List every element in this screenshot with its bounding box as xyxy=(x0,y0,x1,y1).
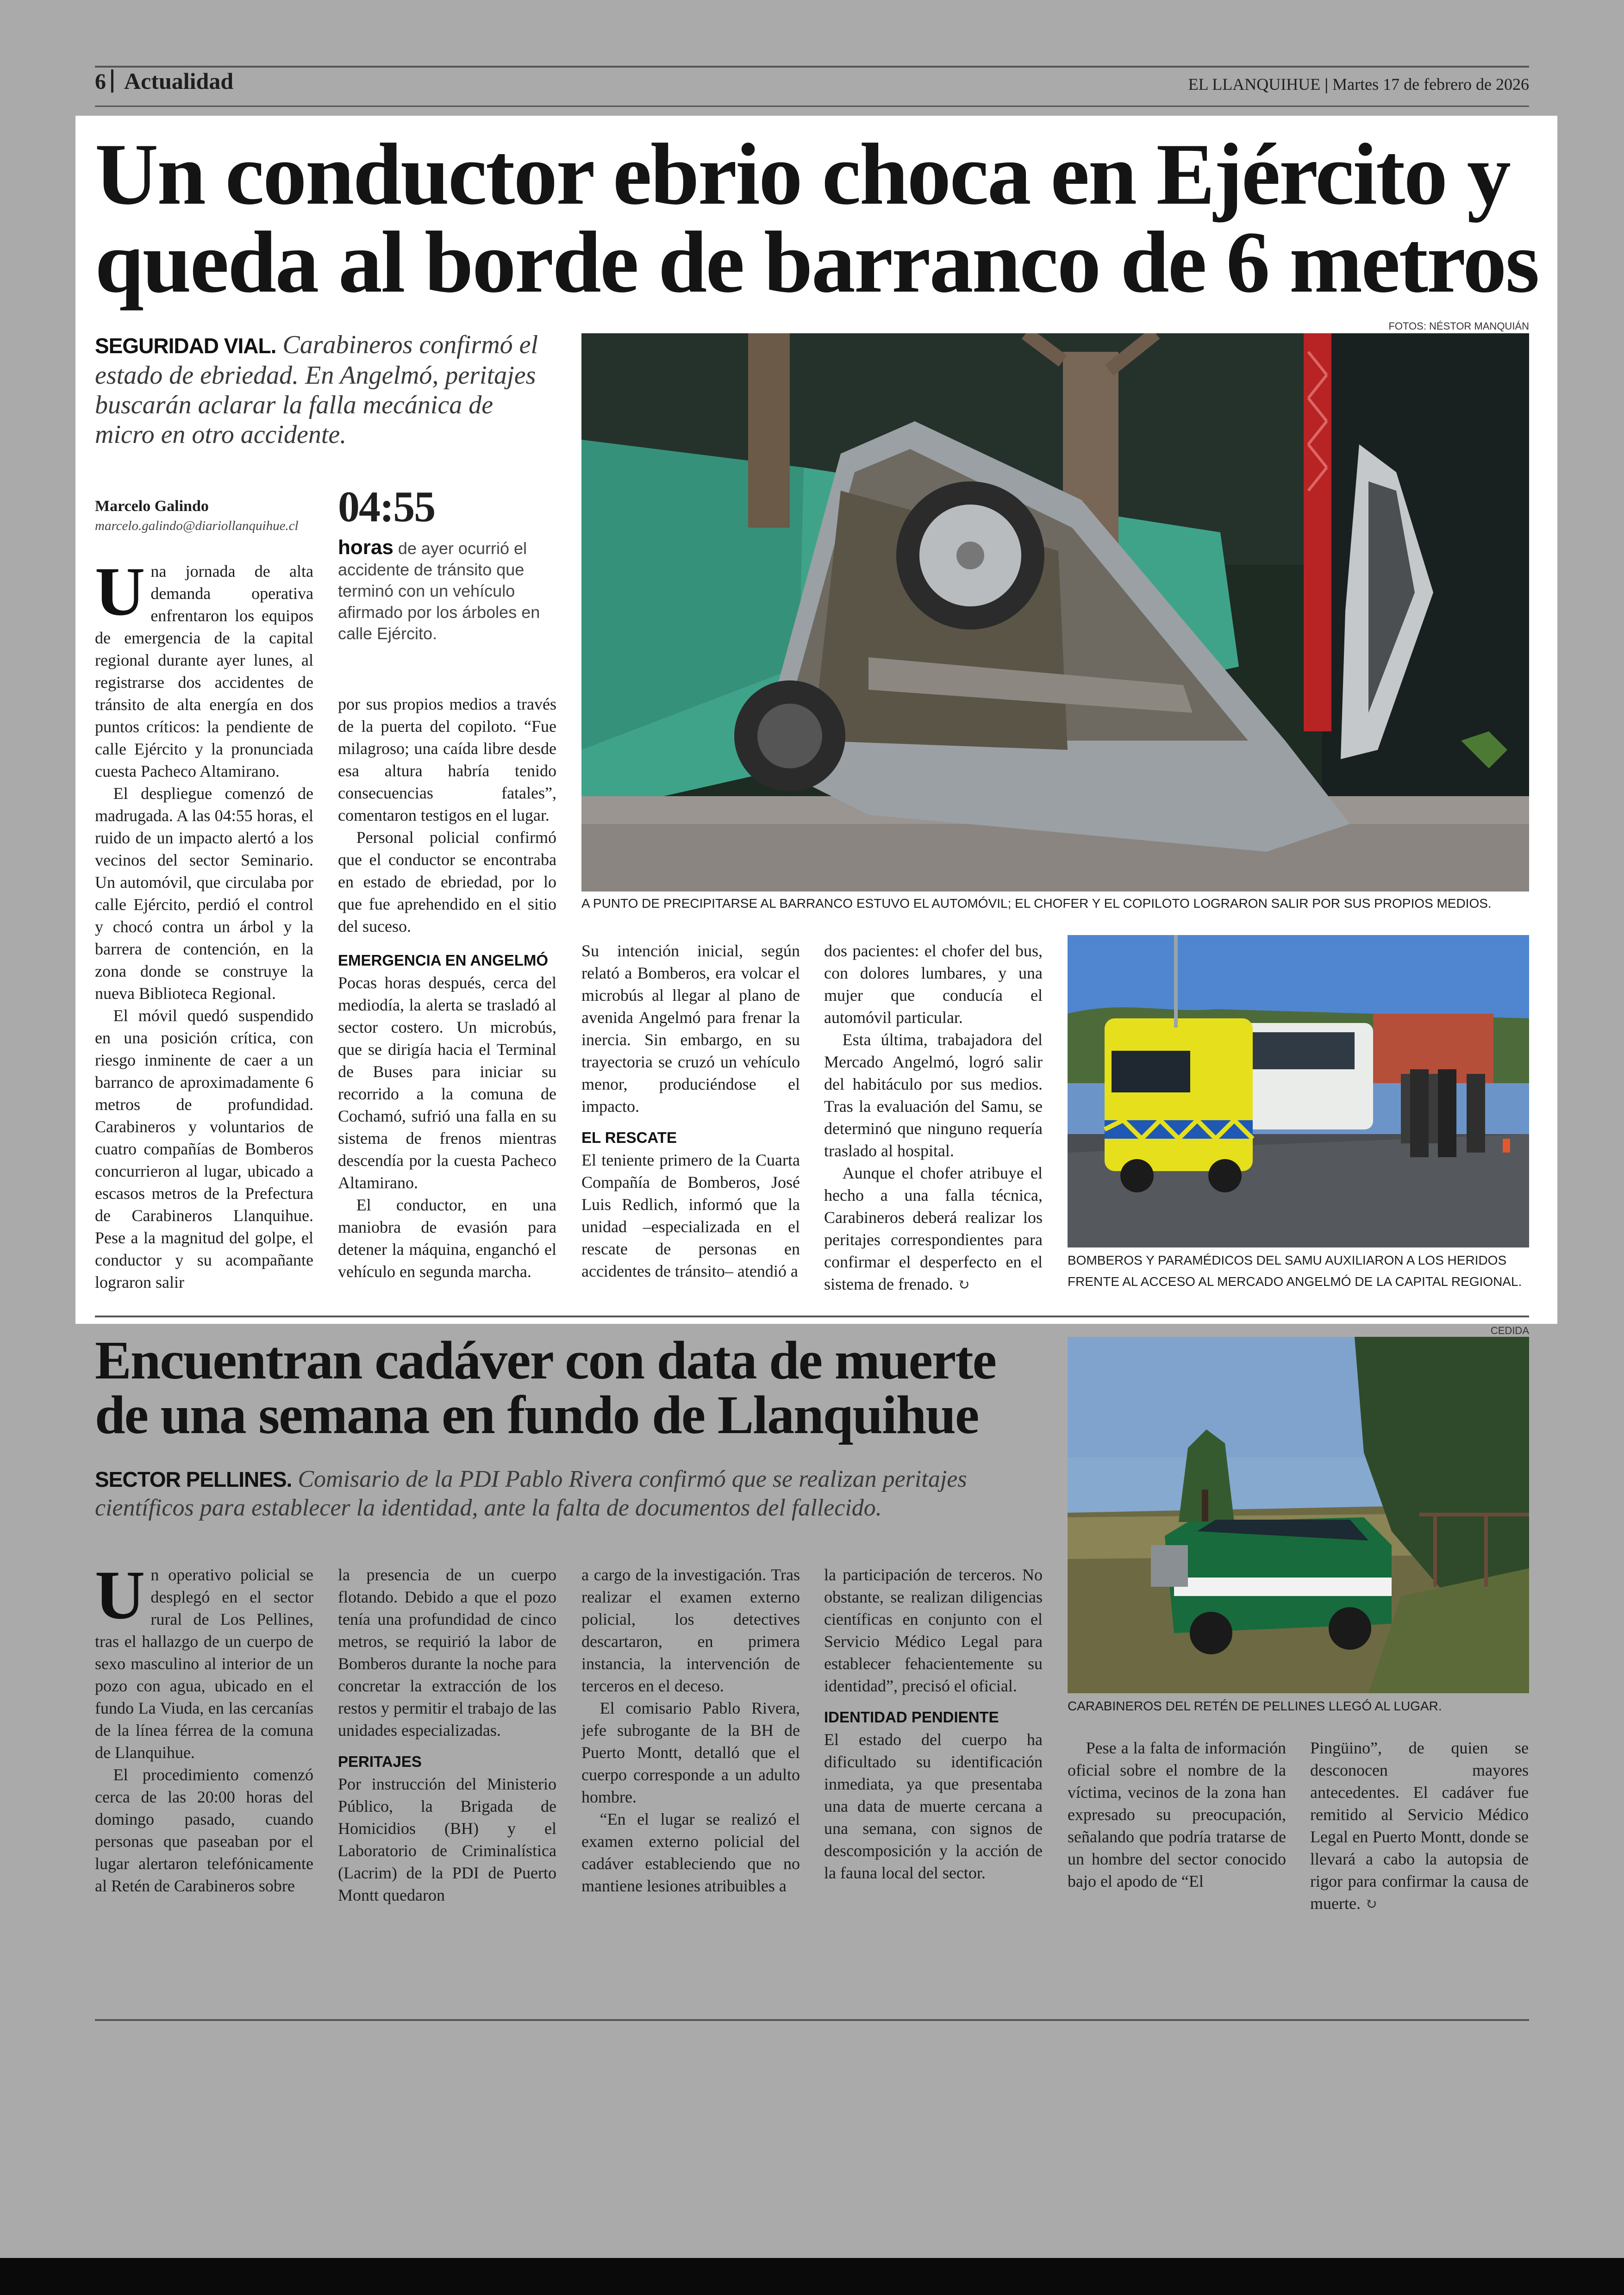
subheading-peritajes: PERITAJES xyxy=(338,1753,422,1770)
police-photo-caption: CARABINEROS DEL RETÉN DE PELLINES LLEGÓ AL LUGAR. xyxy=(1068,1699,1442,1713)
end-mark-icon: ↻ xyxy=(1364,1896,1377,1912)
body-paragraph: El conductor, en una maniobra de evasión para detener la máquina, enganchó el vehículo en segunda marcha. xyxy=(338,1196,556,1281)
police-car-photo xyxy=(1068,1337,1529,1693)
stat-word: horas xyxy=(338,536,394,559)
article-1-column-4 xyxy=(824,940,1043,1296)
article-1-headline xyxy=(95,126,1549,311)
article-separator xyxy=(95,1316,1529,1317)
body-paragraph: Pocas horas después, cerca del mediodía, la alerta se trasladó al sector costero. Un microbús, que se dirigía hacia el Terminal de Buses para iniciar su recorrido a la comuna de Cochamó, sufrió una falla en su sistema de frenos mientras descendía por la cuesta Pacheco Altamirano. xyxy=(338,973,556,1192)
headline-line-1: Encuentran cadáver con data de muerte xyxy=(95,1330,996,1391)
body-paragraph: por sus propios medios a través de la puerta del copiloto. “Fue milagroso; una caída libre desde esa altura habría tenido consecuencias fatales”, comentaron testigos en el lugar. xyxy=(338,695,556,824)
body-paragraph: Esta última, trabajadora del Mercado Angelmó, logró salir del habitáculo por sus medios. Tras la evaluación del Samu, se determinó que ninguno requería traslado al hospital. xyxy=(824,1030,1043,1160)
author-name: Marcelo Galindo xyxy=(95,498,209,515)
stat-number: 04:55 xyxy=(338,483,435,531)
viewer-bottom-bar xyxy=(0,2258,1624,2295)
page-bottom-rule xyxy=(95,2019,1529,2021)
body-paragraph: “En el lugar se realizó el examen externo policial del cadáver estableciendo que no mantiene lesiones atribuibles a xyxy=(581,1810,800,1895)
body-paragraph xyxy=(1310,1737,1529,1915)
body-paragraph: El comisario Pablo Rivera, jefe subrogante de la BH de Puerto Montt, detalló que el cuerpo corresponde a un adulto hombre. xyxy=(581,1699,800,1806)
article-1-lead xyxy=(95,330,551,449)
ambulance-photo-art xyxy=(1068,935,1529,1247)
kicker: SECTOR PELLINES. xyxy=(95,1467,292,1491)
body-paragraph: Por instrucción del Ministerio Público, la Brigada de Homicidios (BH) y el Laboratorio de Criminalística (Lacrim) de la PDI de Puerto Montt quedaron xyxy=(338,1775,556,1904)
stat-description xyxy=(338,537,542,644)
section-name: Actualidad xyxy=(124,68,234,94)
body-paragraph: El móvil quedó suspendido en una posición crítica, con riesgo inminente de caer a un barranco de aproximadamente 6 metros de profundidad. Carabineros y voluntarios de cuatro compañías de Bomberos concurrieron al lugar, ubicado a escasos metros de la Prefectura de Carabineros Llanquihue. Pese a la magnitud del golpe, el conductor y su acompañante lograron salir xyxy=(95,1006,313,1291)
author-email: marcelo.galindo@diariollanquihue.cl xyxy=(95,518,299,533)
article-2-lead xyxy=(95,1465,1049,1522)
subheading-rescate: EL RESCATE xyxy=(581,1129,677,1146)
body-paragraph: dos pacientes: el chofer del bus, con dolores lumbares, y una mujer que conducía el automóvil particular. xyxy=(824,942,1043,1027)
photo-credit-2: CEDIDA xyxy=(1490,1325,1529,1336)
article-1-column-2 xyxy=(338,693,556,1283)
ambulance-photo xyxy=(1068,935,1529,1247)
body-paragraph: Personal policial confirmó que el conductor se encontraba en estado de ebriedad, por lo que fue aprehendido en el sitio del suceso. xyxy=(338,828,556,935)
header-bottom-rule xyxy=(95,106,1529,107)
end-mark-icon: ↻ xyxy=(957,1276,970,1293)
article-2-column-4 xyxy=(824,1564,1043,1884)
article-2-column-1 xyxy=(95,1557,313,1897)
article-2-column-6 xyxy=(1310,1737,1529,1915)
article-2-column-3 xyxy=(581,1564,800,1897)
kicker: SEGURIDAD VIAL. xyxy=(95,334,276,358)
header-divider xyxy=(111,69,113,93)
paragraph-text: Aunque el chofer atribuye el hecho a una falla técnica, Carabineros deberá realizar los peritajes correspondientes para confirmar el desperfecto en el sistema de frenado. xyxy=(824,1164,1043,1293)
stat-text: de ayer ocurrió el accidente de tránsito que terminó con un vehículo afirmado por los árboles en calle Ejército. xyxy=(338,539,540,643)
article-2-column-5 xyxy=(1068,1737,1286,1892)
article-2-column-2 xyxy=(338,1564,556,1906)
subheading-emergencia: EMERGENCIA EN ANGELMÓ xyxy=(338,952,549,969)
paragraph-text: n operativo policial se desplegó en el sector rural de Los Pellines, tras el hallazgo de un cuerpo de sexo masculino al interior de un pozo con agua, ubicado en el fundo La Viuda, en las cercanías de la línea férrea de la comuna de Llanquihue. xyxy=(95,1565,313,1762)
drop-cap: U xyxy=(95,553,145,630)
subheading-identidad: IDENTIDAD PENDIENTE xyxy=(824,1709,999,1726)
body-paragraph: la presencia de un cuerpo flotando. Debido a que el pozo tenía una profundidad de cinco metros, se requirió la labor de Bomberos durante la noche para concretar la extracción de los restos y permitir el trabajo de las unidades especializadas. xyxy=(338,1565,556,1740)
newspaper-name: EL LLANQUIHUE xyxy=(1188,75,1321,94)
article-1-column-1 xyxy=(95,553,313,1293)
body-paragraph: Su intención inicial, según relató a Bomberos, era volcar el microbús al llegar al plano de avenida Angelmó para frenar la inercia. Sin embargo, en su trayectoria se cruzó un vehículo menor, produciéndose el impacto. xyxy=(581,942,800,1116)
headline-line-2: de una semana en fundo de Llanquihue xyxy=(95,1384,979,1445)
masthead-date: EL LLANQUIHUE | Martes 17 de febrero de 2026 xyxy=(1188,75,1529,94)
drop-cap: U xyxy=(95,1557,145,1634)
headline-line-2: queda al borde de barranco de 6 metros xyxy=(95,214,1538,311)
body-paragraph: Pese a la falta de información oficial sobre el nombre de la víctima, vecinos de la zona han expresado su preocupación, señalando que podría tratarse de un hombre del sector conocido bajo el apodo de “El xyxy=(1068,1739,1286,1890)
paragraph-text: na jornada de alta demanda operativa enfrentaron los equipos de emergencia de la capital regional durante ayer lunes, al registrarse dos accidentes de tránsito de alta energía en dos puntos críticos: la pendiente de calle Ejército y la pronunciada cuesta Pacheco Altamirano. xyxy=(95,562,313,780)
body-paragraph: a cargo de la investigación. Tras realizar el examen externo policial, los detectives descartaron, en primera instancia, la intervención de terceros en el deceso. xyxy=(581,1565,800,1695)
article-1-column-3 xyxy=(581,940,800,1282)
paragraph-text: Pingüino”, de quien se desconocen mayores antecedentes. El cadáver fue remitido al Servicio Médico Legal en Puerto Montt, donde se llevará a cabo la autopsia de rigor para confirmar la causa de muerte. xyxy=(1310,1739,1529,1913)
lead-text: Comisario de la PDI Pablo Rivera confirmó que se realizan peritajes científicos para establecer la identidad, ante la falta de documentos del fallecido. xyxy=(95,1466,967,1521)
headline-line-1: Un conductor ebrio choca en Ejército y xyxy=(95,126,1510,223)
body-paragraph xyxy=(95,1557,313,1764)
body-paragraph: El estado del cuerpo ha dificultado su identificación inmediata, ya que presentaba una data de muerte cercana a una semana, con signos de descomposición y la acción de la fauna local del sector. xyxy=(824,1730,1043,1882)
photo-credit: FOTOS: NÉSTOR MANQUIÁN xyxy=(1388,320,1529,332)
page-number: 6 xyxy=(95,69,106,94)
header-top-rule xyxy=(95,66,1529,68)
article-2-headline xyxy=(95,1330,1049,1445)
body-paragraph xyxy=(824,1162,1043,1296)
crashed-car-photo xyxy=(581,333,1529,892)
main-photo-caption: A PUNTO DE PRECIPITARSE AL BARRANCO ESTUVO EL AUTOMÓVIL; EL CHOFER Y EL COPILOTO LOGRARON SALIR POR SUS PROPIOS MEDIOS. xyxy=(581,896,1492,911)
body-paragraph xyxy=(95,553,313,782)
lead-text: Carabineros confirmó el estado de ebriedad. En Angelmó, peritajes buscarán aclarar la falla mecánica de micro en otro accidente. xyxy=(95,331,538,449)
second-photo-caption: BOMBEROS Y PARAMÉDICOS DEL SAMU AUXILIARON A LOS HERIDOS FRENTE AL ACCESO AL MERCADO ANGELMÓ DE LA CAPITAL REGIONAL. xyxy=(1068,1253,1522,1289)
edition-date: Martes 17 de febrero de 2026 xyxy=(1332,75,1529,94)
body-paragraph: la participación de terceros. No obstante, se realizan diligencias científicas en conjunto con el Servicio Médico Legal para establecer fehacientemente su identidad”, precisó el oficial. xyxy=(824,1565,1043,1695)
body-paragraph: El procedimiento comenzó cerca de las 20:00 horas del domingo pasado, cuando personas que paseaban por el lugar alertaron telefónicamente al Retén de Carabineros sobre xyxy=(95,1765,313,1895)
body-paragraph: El despliegue comenzó de madrugada. A las 04:55 horas, el ruido de un impacto alertó a los vecinos del sector Seminario. Un automóvil, que circulaba por calle Ejército, perdió el control y chocó contra un árbol y la barrera de contención, en la zona donde se construye la nueva Biblioteca Regional. xyxy=(95,784,313,1003)
police-car-photo-art xyxy=(1068,1337,1529,1693)
body-paragraph: El teniente primero de la Cuarta Compañía de Bomberos, José Luis Redlich, informó que la unidad –especializada en el rescate de personas en accidentes de tránsito– atendió a xyxy=(581,1151,800,1280)
crashed-car-photo-art xyxy=(581,333,1529,892)
